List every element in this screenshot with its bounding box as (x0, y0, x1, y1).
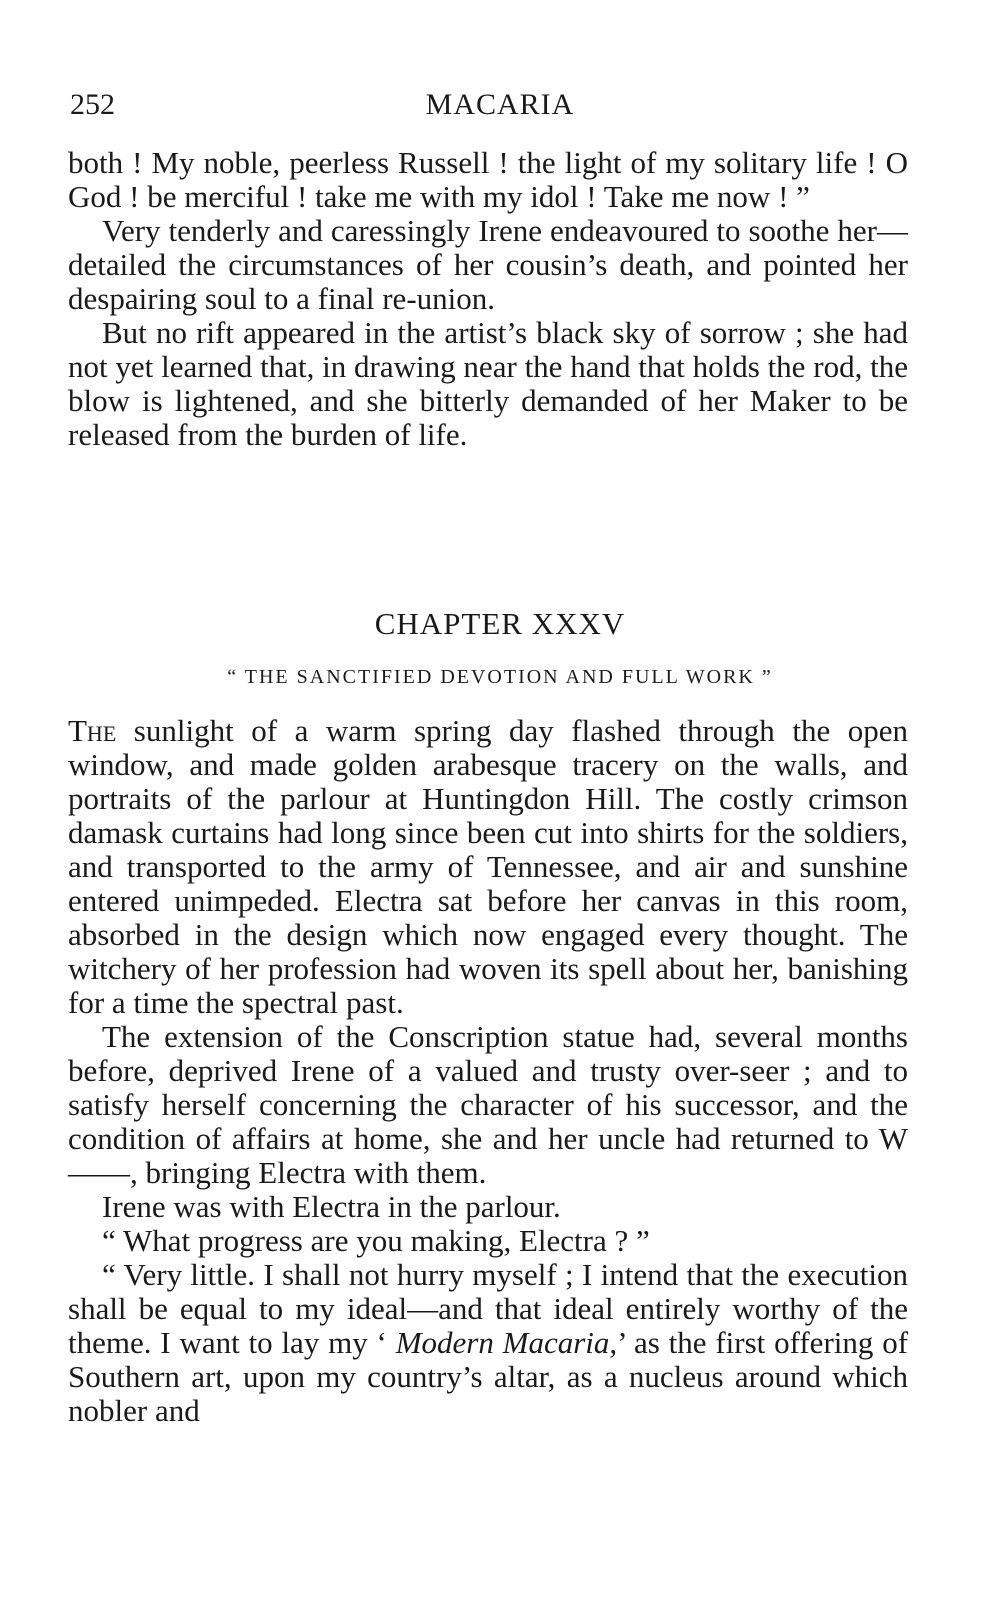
continued-text (68, 146, 908, 452)
opening-word: The (68, 713, 117, 748)
paragraph: Irene was with Electra in the parlour. (102, 1189, 561, 1224)
paragraph: “ What progress are you making, Electra ? ” (102, 1223, 650, 1258)
italic-title: Modern Macaria, (395, 1325, 618, 1360)
running-title: MACARIA (425, 88, 575, 121)
chapter-epigraph: “ THE SANCTIFIED DEVOTION AND FULL WORK ” (227, 666, 773, 688)
chapter-body (68, 714, 908, 1428)
paragraph-text: “ Very little. I shall not hurry myself ; I intend that the execution shall be equal to my ideal—and that ideal entirely worthy of the theme. I want to lay my ‘ (68, 1257, 908, 1360)
paragraph: The extension of the Conscription statue had, several months before, deprived Irene of a valued and trusty over-seer ; and to satisfy herself concerning the character of his successor, and the condition of affairs at home, she and her uncle had returned to W——, bringing Electra with them. (68, 1019, 908, 1190)
chapter-heading: CHAPTER XXXV (374, 606, 626, 641)
paragraph-text: ’ as the first offering of Southern art, upon my country’s altar, as a nucleus around which nobler and (68, 1325, 909, 1428)
running-head (70, 88, 930, 128)
paragraph: both ! My noble, peerless Russell ! the light of my solitary life ! O God ! be merciful ! take me with my idol ! Take me now ! ” (68, 145, 908, 214)
page-number: 252 (70, 88, 115, 121)
paragraph: But no rift appeared in the artist’s black sky of sorrow ; she had not yet learned that, in drawing near the hand that holds the rod, the blow is lightened, and she bitterly demanded of her Maker to be released from the burden of life. (68, 315, 908, 452)
paragraph (68, 714, 908, 1020)
paragraph-text: sunlight of a warm spring day flashed through the open window, and made golden arabesque tracery on the walls, and portraits of the parlour at Huntingdon Hill. The costly crimson damask curtains had long since been cut into shirts for the soldiers, and transported to the army of Tennessee, and air and sunshine entered unimpeded. Electra sat before her canvas in this room, absorbed in the design which now engaged every thought. The witchery of her profession had woven its spell about her, banishing for a time the spectral past. (68, 713, 908, 1020)
paragraph (68, 1258, 908, 1428)
paragraph: Very tenderly and caressingly Irene endeavoured to soothe her—detailed the circumstances of her cousin’s death, and pointed her despairing soul to a final re-union. (68, 213, 908, 316)
